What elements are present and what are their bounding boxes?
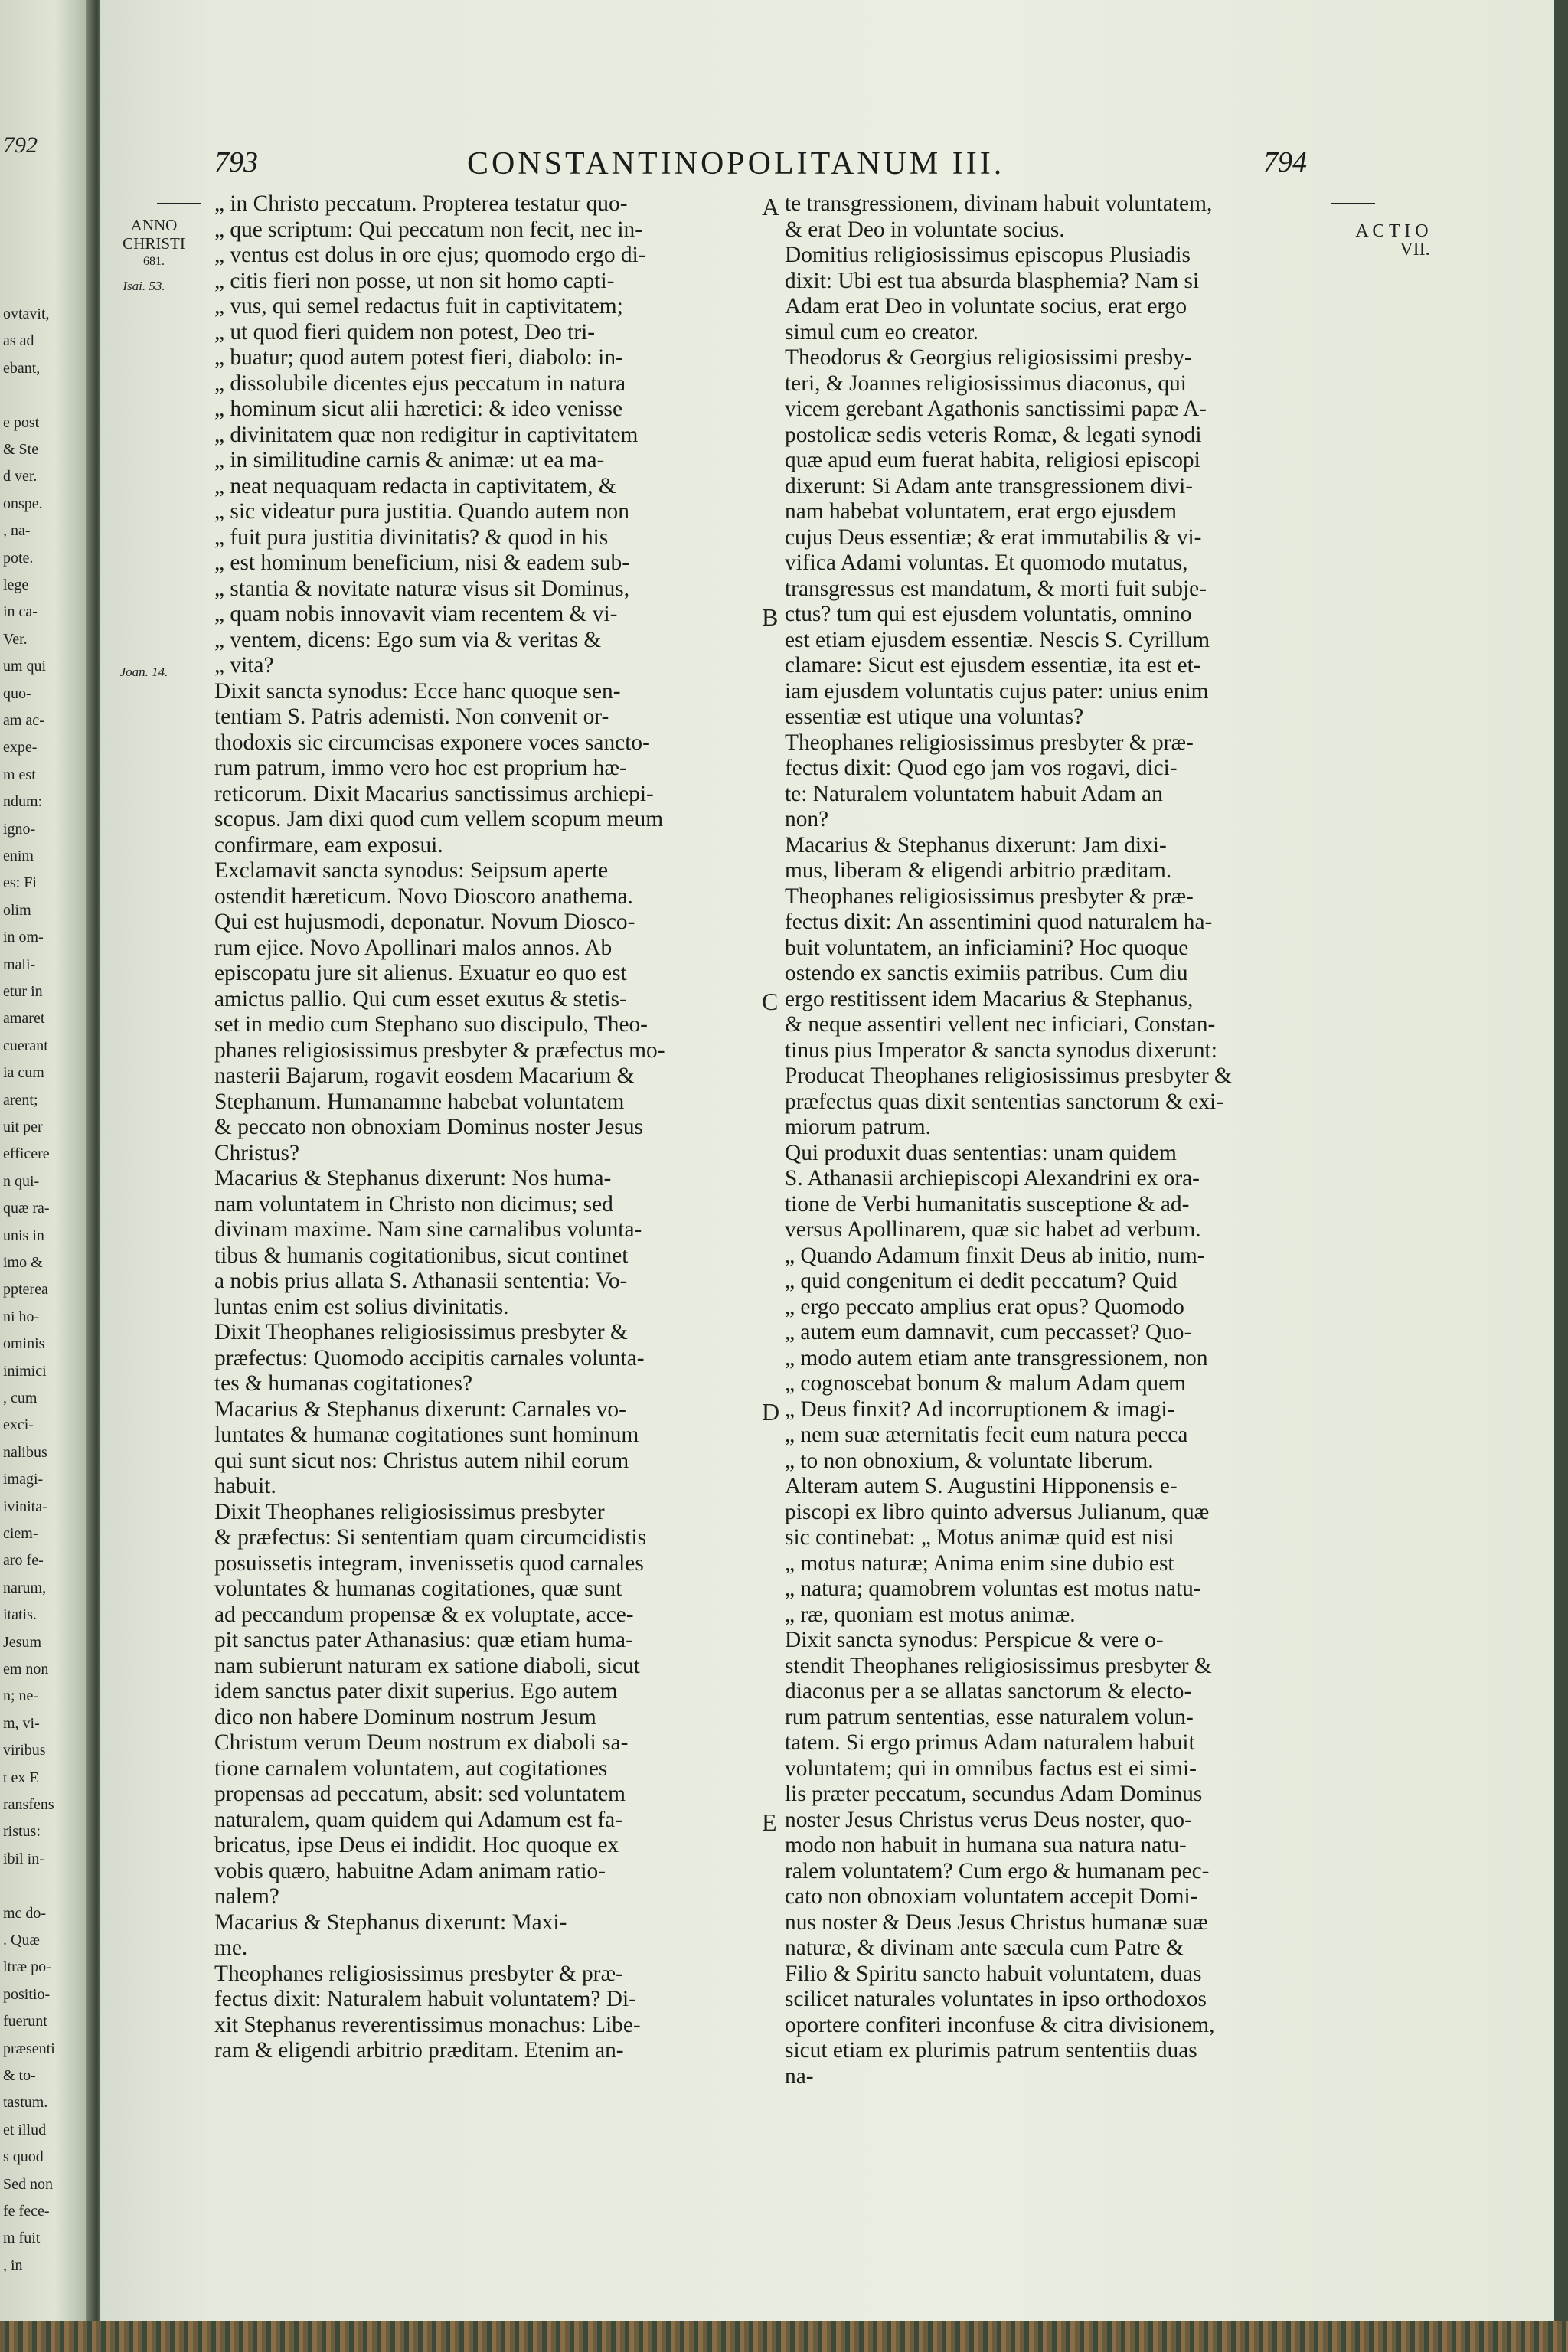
- text-line: naturalem, quam quidem qui Adamum est fa-: [214, 1807, 622, 1832]
- text-line: „ ventem, dicens: Ego sum via & veritas &: [214, 627, 602, 652]
- text-line: tibus & humanis cogitationibus, sicut continet: [214, 1243, 629, 1268]
- prev-page-line: in ca-: [3, 603, 38, 621]
- text-line: propensas ad peccatum, absit: sed voluntatem: [214, 1782, 626, 1806]
- text-line: nam subierunt naturam ex satione diaboli, sicut: [214, 1653, 640, 1678]
- text-line: me.: [214, 1936, 248, 1960]
- text-line: Macarius & Stephanus dixerunt: Carnales vo-: [214, 1396, 626, 1422]
- prev-page-line: aro fe-: [3, 1552, 44, 1570]
- text-line: xit Stephanus reverentissimus monachus: Libe-: [214, 2012, 641, 2037]
- text-line: tatem. Si ergo primus Adam naturalem habuit: [785, 1730, 1195, 1755]
- text-line: „ motus naturæ; Anima enim sine dubio est: [785, 1550, 1174, 1576]
- text-line: fectus dixit: An assentimini quod naturalem ha-: [785, 910, 1213, 934]
- prev-page-line: , in: [3, 2256, 23, 2274]
- text-line: modo non habuit in humana sua natura natu-: [785, 1833, 1187, 1857]
- text-line: oportere confiteri inconfuse & citra divisionem,: [785, 2012, 1215, 2037]
- text-line: „ que scriptum: Qui peccatum non fecit, nec in-: [214, 217, 643, 242]
- text-line: idem sanctus pater dixit superius. Ego autem: [214, 1679, 618, 1704]
- text-line: voluntates & humanas cogitationes, quæ sunt: [214, 1576, 622, 1601]
- text-line: vifica Adami voluntas. Et quomodo mutatus,: [785, 550, 1188, 575]
- prev-page-line: s quod: [3, 2148, 44, 2166]
- text-line: Adam erat Deo in voluntate socius, erat ergo: [785, 294, 1187, 318]
- page-title: CONSTANTINOPOLITANUM III.: [467, 146, 1005, 181]
- isaiah-reference: Isai. 53.: [122, 279, 165, 293]
- prev-page-line: , cum: [3, 1390, 38, 1406]
- prev-page-line: igno-: [3, 820, 36, 838]
- actio-number: VII.: [1400, 240, 1430, 260]
- text-line: „ buatur; quod autem potest fieri, diabolo: in-: [214, 345, 623, 370]
- text-line: tinus pius Imperator & sancta synodus dixerunt:: [785, 1037, 1217, 1063]
- text-line: „ Deus finxit? Ad incorruptionem & imagi-: [785, 1396, 1175, 1422]
- text-line: stendit Theophanes religiosissimus presbyter &: [785, 1653, 1212, 1678]
- text-line: rum patrum sententias, esse naturalem volun-: [785, 1704, 1194, 1730]
- prev-page-line: mali-: [3, 956, 36, 973]
- text-line: vobis quæro, habuitne Adam animam ratio-: [214, 1858, 606, 1883]
- text-line: vicem gerebant Agathonis sanctissimi papæ A-: [785, 397, 1207, 421]
- text-line: buit voluntatem, an inficiamini? Hoc quoque: [785, 935, 1189, 960]
- text-line: sicut etiam ex plurimis patrum sententiis duas: [785, 2038, 1197, 2063]
- text-line: dixit: Ubi est tua absurda blasphemia? Nam si: [785, 268, 1200, 293]
- text-line: luntas enim est solius divinitatis.: [214, 1294, 509, 1319]
- prev-page-line: ivinita-: [3, 1498, 47, 1515]
- text-line: lis præter peccatum, secundus Adam Dominus: [785, 1782, 1203, 1806]
- text-line: qui sunt sicut nos: Christus autem nihil eorum: [214, 1448, 629, 1473]
- prev-page-line: n qui-: [3, 1172, 40, 1190]
- text-line: „ vita?: [214, 653, 274, 678]
- prev-page-line: ppterea: [3, 1281, 48, 1298]
- prev-page-line: as ad: [3, 332, 34, 350]
- prev-page-line: enim: [3, 848, 34, 864]
- column-marker-d: D: [762, 1398, 780, 1426]
- prev-page-line: etur in: [3, 983, 43, 1000]
- text-line: Christus?: [214, 1140, 300, 1165]
- prev-page-line: imagi-: [3, 1471, 44, 1488]
- prev-page-line: m fuit: [3, 2230, 41, 2247]
- text-line: Theophanes religiosissimus presbyter & præ-: [214, 1961, 623, 1986]
- text-line: scilicet naturales voluntates in ipso orthodoxos: [785, 1987, 1207, 2011]
- text-line: cujus Deus essentiæ; & erat immutabilis & vi-: [785, 524, 1202, 550]
- prev-page-line: unis in: [3, 1227, 44, 1244]
- text-line: rum patrum, immo vero hoc est proprium hæ-: [214, 756, 627, 780]
- prev-page-line: , na-: [3, 522, 31, 540]
- text-line: nam habebat voluntatem, erat ergo ejusdem: [785, 499, 1177, 524]
- text-line: „ in similitudine carnis & animæ: ut ea ma-: [214, 448, 605, 472]
- column-marker-c: C: [762, 988, 779, 1015]
- text-line: „ ventus est dolus in ore ejus; quomodo ergo di-: [214, 243, 646, 267]
- prev-page-line: quæ ra-: [3, 1200, 50, 1217]
- text-line: Alteram autem S. Augustini Hipponensis e-: [785, 1474, 1178, 1498]
- text-line: versus Apollinarem, quæ sic habet ad verbum.: [785, 1217, 1201, 1242]
- text-line: nam voluntatem in Christo non dicimus; sed: [214, 1191, 613, 1217]
- text-line: sic continebat: „ Motus animæ quid est nisi: [785, 1525, 1174, 1550]
- prev-page-line: onspe.: [3, 495, 43, 512]
- text-line: iam ejusdem voluntatis cujus pater: unius enim: [785, 678, 1209, 704]
- text-line: Producat Theophanes religiosissimus presbyter &: [785, 1063, 1232, 1088]
- text-line: clamare: Sicut est ejusdem essentiæ, ita est et-: [785, 653, 1201, 678]
- text-line: Dixit Theophanes religiosissimus presbyter &: [214, 1320, 628, 1344]
- prev-page-line: n; ne-: [3, 1687, 39, 1705]
- text-line: episcopatu jure sit alienus. Exuatur eo quo est: [214, 961, 627, 985]
- text-line: „ fuit pura justitia divinitatis? & quod in his: [214, 524, 609, 550]
- prev-page-line: es: Fi: [3, 874, 37, 892]
- text-line: Macarius & Stephanus dixerunt: Jam dixi-: [785, 832, 1167, 858]
- prev-page-line: & to-: [3, 2067, 36, 2084]
- text-line: tione carnalem voluntatem, aut cogitationes: [214, 1756, 608, 1781]
- text-line: „ hominum sicut alii hæretici: & ideo venisse: [214, 397, 623, 421]
- text-line: thodoxis sic circumcisas exponere voces sancto-: [214, 730, 650, 755]
- text-line: ostendo ex sanctis eximiis patribus. Cum diu: [785, 961, 1188, 985]
- text-line: Macarius & Stephanus dixerunt: Maxi-: [214, 1909, 567, 1935]
- text-line: Theophanes religiosissimus presbyter & præ-: [785, 884, 1194, 909]
- left-text-column: [214, 191, 873, 2064]
- text-line: „ vus, qui semel redactus fuit in captivitatem;: [214, 294, 623, 318]
- prev-page-line: Ver.: [3, 630, 28, 648]
- text-line: diaconus per a se allatas sanctorum & electo-: [785, 1679, 1192, 1704]
- text-line: te: Naturalem voluntatem habuit Adam an: [785, 781, 1163, 806]
- text-line: & erat Deo in voluntate socius.: [785, 217, 1065, 242]
- prev-page-line: imo &: [3, 1254, 43, 1271]
- text-line: „ ergo peccato amplius erat opus? Quomodo: [785, 1294, 1184, 1319]
- text-line: dico non habere Dominum nostrum Jesum: [214, 1704, 596, 1730]
- text-line: „ ræ, quoniam est motus animæ.: [785, 1602, 1076, 1627]
- text-line: Filio & Spiritu sancto habuit voluntatem, duas: [785, 1961, 1202, 1986]
- text-line: nus noster & Deus Jesus Christus humanæ suæ: [785, 1909, 1208, 1935]
- previous-page-edge: [0, 0, 92, 2352]
- text-line: mus, liberam & eligendi arbitrio præditam.: [785, 858, 1172, 883]
- text-line: ostendit hæreticum. Novo Dioscoro anathema.: [214, 884, 633, 909]
- john-reference: Joan. 14.: [119, 665, 168, 679]
- prev-page-line: lege: [3, 577, 29, 593]
- text-line: „ neat nequaquam redacta in captivitatem, &: [214, 473, 616, 498]
- text-line: tentiam S. Patris ademisti. Non convenit or-: [214, 704, 609, 729]
- text-line: posuissetis integram, invenissetis quod carnales: [214, 1550, 644, 1576]
- text-line: „ quid congenitum ei dedit peccatum? Quid: [785, 1269, 1178, 1293]
- text-line: bricatus, ipse Deus ei indidit. Hoc quoque ex: [214, 1833, 619, 1857]
- prev-page-line: efficere: [3, 1145, 50, 1163]
- text-line: confirmare, eam exposui.: [214, 832, 443, 858]
- text-line: non?: [785, 807, 829, 831]
- prev-page-line: d ver.: [3, 468, 38, 485]
- text-line: & peccato non obnoxiam Dominus noster Jesus: [214, 1115, 643, 1139]
- text-line: „ autem eum damnavit, cum peccasset? Quo-: [785, 1320, 1192, 1344]
- prev-page-number: 792: [3, 132, 38, 158]
- text-line: Exclamavit sancta synodus: Seipsum aperte: [214, 858, 609, 883]
- text-line: est etiam ejusdem essentiæ. Nescis S. Cyrillum: [785, 627, 1210, 652]
- column-marker-a: A: [762, 193, 780, 220]
- left-margin-rule: [157, 203, 201, 204]
- prev-page-line: arent;: [3, 1091, 38, 1109]
- text-line: „ ut quod fieri quidem non potest, Deo tri-: [214, 319, 596, 345]
- text-line: naturæ, & divinam ante sæcula cum Patre &: [785, 1936, 1184, 1960]
- prev-page-line: ristus:: [3, 1823, 41, 1841]
- text-line: transgressus est mandatum, & morti fuit subje-: [785, 576, 1207, 601]
- prev-page-line: ransfens: [3, 1796, 54, 1813]
- prev-page-line: em non: [3, 1661, 49, 1677]
- text-line: habuit.: [214, 1474, 276, 1498]
- prev-page-line: ebant,: [3, 359, 41, 377]
- column-marker-e: E: [762, 1808, 777, 1836]
- prev-page-line: uit per: [3, 1119, 43, 1135]
- text-line: na-: [785, 2063, 814, 2089]
- text-line: simul cum eo creator.: [785, 319, 979, 345]
- prev-page-line: narum,: [3, 1579, 47, 1596]
- text-line: a nobis prius allata S. Athanasii sententia: Vo-: [214, 1269, 628, 1293]
- text-line: „ est hominum beneficium, nisi & eadem sub-: [214, 550, 629, 575]
- text-line: præfectus quas dixit sententias sanctorum & exi-: [785, 1089, 1223, 1114]
- running-head: [100, 145, 1554, 184]
- christi-label: CHRISTI: [122, 234, 185, 253]
- text-line: ralem voluntatem? Cum ergo & humanam pec-: [785, 1858, 1210, 1883]
- text-line: luntates & humanæ cogitationes sunt hominum: [214, 1423, 639, 1447]
- text-line: „ Quando Adamum finxit Deus ab initio, num-: [785, 1243, 1205, 1268]
- prev-page-line: mc do-: [3, 1904, 47, 1922]
- text-line: Dixit sancta synodus: Perspicue & vere o-: [785, 1628, 1164, 1652]
- text-line: „ quam nobis innovavit viam recentem & vi-: [214, 602, 618, 626]
- book-page: [100, 0, 1554, 2352]
- text-line: Dixit Theophanes religiosissimus presbyter: [214, 1499, 605, 1524]
- text-line: rum ejice. Novo Apollinari malos annos. Ab: [214, 935, 612, 960]
- text-line: „ modo autem etiam ante transgressionem, non: [785, 1345, 1208, 1370]
- text-line: fectus dixit: Naturalem habuit voluntatem? Di-: [214, 1987, 636, 2011]
- prev-page-line: pote.: [3, 549, 34, 567]
- text-line: divinam maxime. Nam sine carnalibus volunta-: [214, 1217, 642, 1242]
- text-line: cato non obnoxiam voluntatem accepit Domi-: [785, 1884, 1198, 1909]
- text-line: „ divinitatem quæ non redigitur in captivitatem: [214, 422, 639, 447]
- text-line: postolicæ sedis veteris Romæ, & legati synodi: [785, 422, 1202, 447]
- text-line: dixerunt: Si Adam ante transgressionem divi-: [785, 473, 1194, 498]
- text-line: „ to non obnoxium, & voluntate liberum.: [785, 1448, 1154, 1473]
- column-marker-b: B: [762, 603, 779, 631]
- prev-page-line: ibil in-: [3, 1850, 44, 1867]
- text-line: ad peccandum propensæ & ex voluptate, acce-: [214, 1602, 634, 1627]
- prev-page-line: m est: [3, 766, 36, 783]
- prev-page-line: viribus: [3, 1742, 46, 1759]
- prev-page-line: in om-: [3, 929, 44, 946]
- text-line: noster Jesus Christus verus Deus noster, quo-: [785, 1807, 1192, 1832]
- prev-page-line: ciem-: [3, 1525, 38, 1542]
- text-line: „ citis fieri non posse, ut non sit homo capti-: [214, 268, 615, 293]
- text-line: quæ apud eum fuerat habita, religiosi episcopi: [785, 448, 1200, 472]
- prev-page-line: m, vi-: [3, 1714, 40, 1732]
- text-line: S. Athanasii archiepiscopi Alexandrini ex ora-: [785, 1166, 1200, 1191]
- prev-page-line: am ac-: [3, 712, 44, 729]
- text-line: Dixit sancta synodus: Ecce hanc quoque sen-: [214, 678, 621, 704]
- text-line: Stephanum. Humanamne habebat voluntatem: [214, 1089, 625, 1114]
- prev-page-line: Sed non: [3, 2175, 53, 2193]
- prev-page-line: nalibus: [3, 1443, 47, 1461]
- prev-page-line: ia cum: [3, 1064, 44, 1082]
- text-line: „ cognoscebat bonum & malum Adam quem: [785, 1371, 1187, 1396]
- prev-page-line: tastum.: [3, 2094, 48, 2112]
- text-line: nasterii Bajarum, rogavit eosdem Macarium &: [214, 1063, 635, 1088]
- prev-page-line: ltræ po-: [3, 1958, 51, 1976]
- prev-page-line: et illud: [3, 2121, 47, 2138]
- actio-label: A C T I O: [1355, 221, 1429, 241]
- text-line: teri, & Joannes religiosissimus diaconus, qui: [785, 371, 1187, 396]
- text-line: tione de Verbi humanitatis susceptione & ad-: [785, 1191, 1190, 1217]
- text-line: „ dissolubile dicentes ejus peccatum in natura: [214, 371, 626, 396]
- text-line: ram & eligendi arbitrio præditam. Etenim an-: [214, 2038, 624, 2063]
- prev-page-line: t ex E: [3, 1769, 39, 1786]
- text-line: pit sanctus pater Athanasius: quæ etiam huma-: [214, 1628, 633, 1652]
- text-line: ctus? tum qui est ejusdem voluntatis, omnino: [785, 602, 1192, 626]
- year-label: 681.: [143, 255, 165, 268]
- prev-page-line: inimici: [3, 1362, 47, 1380]
- text-line: reticorum. Dixit Macarius sanctissimus archiepi-: [214, 781, 654, 806]
- text-line: set in medio cum Stephano suo discipulo, Theo-: [214, 1012, 648, 1037]
- anno-christi-note: [112, 216, 196, 271]
- prev-page-line: exci-: [3, 1416, 34, 1434]
- prev-page-line: Jesum: [3, 1633, 41, 1651]
- prev-page-line: & Ste: [3, 441, 39, 458]
- prev-page-line: cuerant: [3, 1037, 48, 1054]
- prev-page-line: fe fece-: [3, 2203, 50, 2220]
- text-line: tes & humanas cogitationes?: [214, 1371, 473, 1396]
- right-page-number: 794: [1263, 146, 1307, 178]
- text-line: & neque assentiri vellent nec inficiari, Constan-: [785, 1012, 1216, 1037]
- background-fabric: [0, 2321, 1568, 2352]
- text-line: „ nem suæ æternitatis fecit eum natura pecca: [785, 1423, 1188, 1447]
- text-line: miorum patrum.: [785, 1115, 932, 1139]
- prev-page-line: e post: [3, 413, 40, 431]
- prev-page-line: olim: [3, 901, 31, 919]
- prev-page-line: itatis.: [3, 1606, 37, 1624]
- text-line: Qui est hujusmodi, deponatur. Novum Diosco-: [214, 910, 635, 934]
- text-line: „ natura; quamobrem voluntas est motus natu-: [785, 1576, 1201, 1601]
- prev-page-line: præsenti: [3, 2040, 55, 2057]
- prev-page-line: amaret: [3, 1010, 45, 1027]
- right-text-column: [785, 191, 1413, 2089]
- text-line: Christum verum Deum nostrum ex diaboli sa-: [214, 1730, 629, 1755]
- text-line: Theodorus & Georgius religiosissimi presby-: [785, 345, 1192, 370]
- text-line: nalem?: [214, 1884, 279, 1909]
- text-line: piscopi ex libro quinto adversus Julianum, quæ: [785, 1499, 1210, 1524]
- text-line: voluntatem; qui in omnibus factus est ei simi-: [785, 1756, 1197, 1781]
- prev-page-line: quo-: [3, 684, 31, 702]
- text-line: fectus dixit: Quod ego jam vos rogavi, dici-: [785, 756, 1178, 780]
- prev-page-line: ovtavit,: [3, 305, 50, 322]
- text-line: „ in Christo peccatum. Propterea testatur quo-: [214, 191, 628, 216]
- text-line: phanes religiosissimus presbyter & præfectus mo-: [214, 1037, 665, 1063]
- prev-page-line: . Quæ: [3, 1932, 40, 1949]
- prev-page-line: um qui: [3, 658, 47, 675]
- prev-page-line: ndum:: [3, 793, 43, 811]
- text-line: ergo restitissent idem Macarius & Stephanus,: [785, 986, 1194, 1011]
- text-line: præfectus: Quomodo accipitis carnales volunta-: [214, 1345, 645, 1370]
- prev-page-line: ni ho-: [3, 1308, 40, 1325]
- text-line: Macarius & Stephanus dixerunt: Nos huma-: [214, 1166, 612, 1191]
- left-page-number: 793: [214, 146, 258, 178]
- text-line: scopus. Jam dixi quod cum vellem scopum meum: [214, 807, 664, 831]
- text-line: „ stantia & novitate naturæ visus sit Dominus,: [214, 576, 630, 601]
- prev-page-line: fuerunt: [3, 2013, 47, 2030]
- prev-page-line: expe-: [3, 739, 38, 756]
- text-line: te transgressionem, divinam habuit voluntatem,: [785, 191, 1213, 216]
- text-line: & præfectus: Si sententiam quam circumcidistis: [214, 1525, 647, 1550]
- text-line: amictus pallio. Qui cum esset exutus & stetis-: [214, 986, 627, 1011]
- text-line: „ sic videatur pura justitia. Quando autem non: [214, 499, 629, 524]
- text-line: essentiæ est utique una voluntas?: [785, 704, 1084, 729]
- prev-page-line: positio-: [3, 1985, 51, 2003]
- text-line: Theophanes religiosissimus presbyter & præ-: [785, 730, 1194, 755]
- text-line: Qui produxit duas sententias: unam quidem: [785, 1140, 1177, 1165]
- anno-label: ANNO: [130, 216, 178, 234]
- text-line: Domitius religiosissimus episcopus Plusiadis: [785, 243, 1191, 267]
- prev-page-line: ominis: [3, 1335, 45, 1353]
